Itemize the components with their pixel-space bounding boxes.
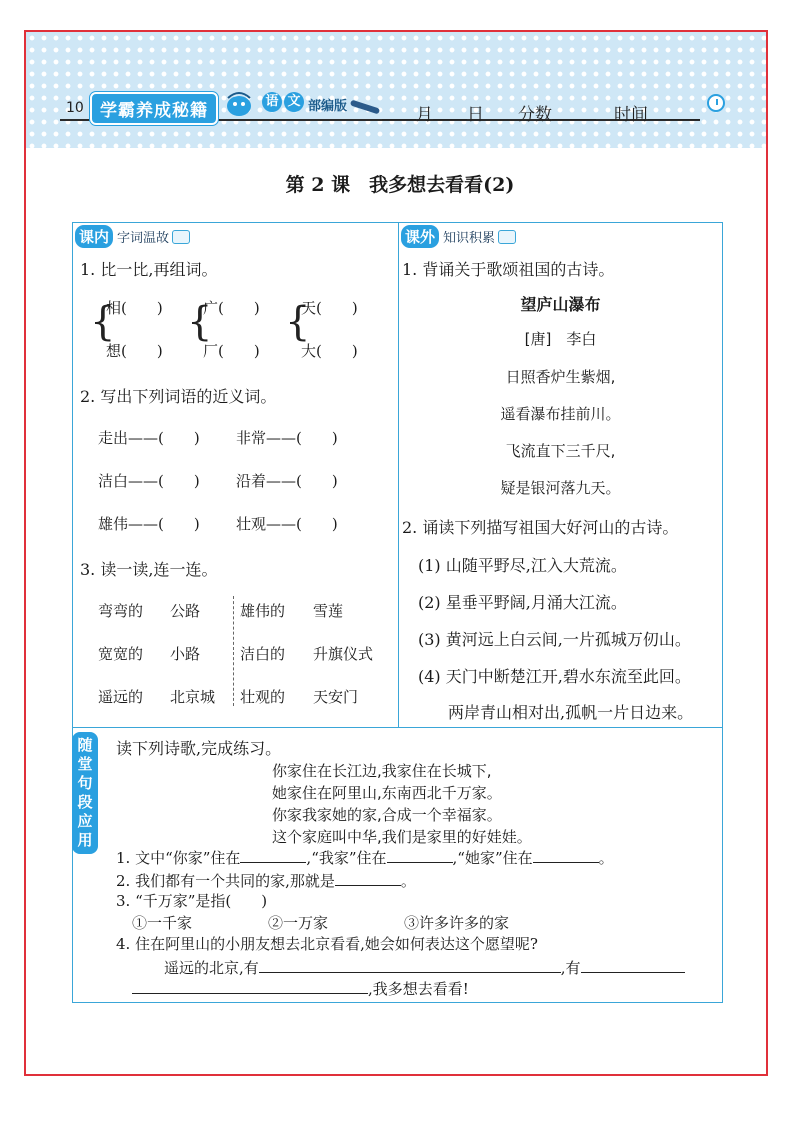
compare-word[interactable]: 广( ): [203, 299, 260, 317]
answer-blank[interactable]: [335, 869, 401, 886]
edition-label: 部编版: [308, 99, 348, 114]
match-word[interactable]: 洁白的: [240, 645, 286, 663]
answer-blank[interactable]: [387, 846, 453, 863]
synonym-item[interactable]: 雄伟——( ): [98, 515, 200, 533]
children-poem-line: 你家住在长江边,我家住在长城下,: [272, 762, 492, 780]
lesson-title: 第 2 课 我多想去看看(2): [285, 174, 515, 196]
verse-item: (4) 天门中断楚江开,碧水东流至此回。: [418, 667, 691, 686]
q1-label: 1. 比一比,再组词。: [80, 260, 218, 279]
children-poem-line: 你家我家她的家,合成一个幸福家。: [272, 806, 502, 824]
q1-text-a: 1. 文中“你家”住在: [116, 849, 241, 867]
verse-item: (2) 星垂平野阔,月涌大江流。: [418, 593, 627, 612]
tag-pill: 课外: [401, 225, 439, 248]
tag-char: 用: [77, 831, 93, 849]
compare-word[interactable]: 相( ): [106, 299, 163, 317]
tag-char: 堂: [77, 755, 93, 773]
brace-icon: {: [90, 299, 116, 345]
subject-char: 语: [262, 92, 282, 112]
match-word[interactable]: 升旗仪式: [313, 645, 374, 663]
tag-char: 句: [77, 774, 93, 792]
poem-line: 飞流直下三千尺,: [505, 442, 616, 460]
tag-char: 段: [77, 793, 93, 811]
answer-blank[interactable]: [533, 846, 599, 863]
match-word[interactable]: 壮观的: [240, 688, 286, 706]
practice-q1: [116, 846, 614, 868]
mascot-icon: [222, 88, 256, 118]
match-word[interactable]: 遥远的: [98, 688, 144, 706]
match-word[interactable]: 宽宽的: [98, 645, 144, 663]
section-extra-tag: [401, 225, 516, 248]
q4-text-c: ,我多想去看看!: [368, 980, 469, 998]
option-2[interactable]: ②一万家: [268, 914, 329, 932]
score-field: [518, 100, 596, 125]
synonym-item[interactable]: 洁白——( ): [98, 472, 200, 490]
clock-icon: [707, 94, 725, 112]
poem-line: 疑是银河落九天。: [500, 479, 621, 497]
tag-char: 随: [77, 736, 93, 754]
q2-text-a: 2. 我们都有一个共同的家,那就是: [116, 872, 335, 890]
header-band: [26, 32, 766, 148]
day-label: 日: [467, 105, 484, 125]
book-icon: [498, 230, 516, 244]
month-label: 月: [416, 105, 433, 125]
synonym-item[interactable]: 壮观——( ): [236, 515, 338, 533]
practice-q2: [116, 869, 416, 891]
match-word[interactable]: 小路: [170, 645, 201, 663]
synonym-item[interactable]: 非常——( ): [236, 429, 338, 447]
practice-intro: 读下列诗歌,完成练习。: [116, 739, 282, 758]
q4-line2: [132, 977, 469, 999]
tag-subtitle: 知识积累: [443, 231, 496, 246]
verse-item: 两岸青山相对出,孤帆一片日边来。: [448, 703, 694, 722]
brand-logo: 学霸养成秘籍: [90, 92, 218, 125]
answer-blank[interactable]: [240, 846, 306, 863]
q1-text-d: 。: [598, 849, 614, 867]
r-q2-label: 2. 诵读下列描写祖国大好河山的古诗。: [402, 518, 679, 537]
time-field: [614, 100, 700, 125]
verse-item: (1) 山随平野尽,江入大荒流。: [418, 556, 627, 575]
q2-label: 2. 写出下列词语的近义词。: [80, 387, 277, 406]
section-practice-tag: [72, 732, 98, 854]
practice-q4: 4. 住在阿里山的小朋友想去北京看看,她会如何表达这个愿望呢?: [116, 935, 538, 953]
answer-blank[interactable]: [132, 977, 368, 994]
poem-line: 遥看瀑布挂前川。: [500, 405, 621, 423]
date-field: [382, 100, 484, 125]
q1-text-b: ,“我家”住在: [306, 849, 387, 867]
compare-word[interactable]: 想( ): [106, 342, 163, 360]
option-1[interactable]: ①一千家: [132, 914, 193, 932]
tag-pill: 课内: [75, 225, 113, 248]
q3-label: 3. 读一读,连一连。: [80, 560, 218, 579]
compare-word[interactable]: 大( ): [301, 342, 358, 360]
synonym-item[interactable]: 沿着——( ): [236, 472, 338, 490]
score-label: 分数: [518, 105, 552, 125]
subject-char: 文: [284, 92, 304, 112]
children-poem-line: 这个家庭叫中华,我们是家里的好娃娃。: [272, 828, 532, 846]
q4-text-b: ,有: [560, 959, 581, 977]
page-number: 10: [66, 100, 84, 116]
r-q1-label: 1. 背诵关于歌颂祖国的古诗。: [402, 260, 615, 279]
compare-word[interactable]: 天( ): [301, 299, 358, 317]
day-blank[interactable]: [433, 103, 467, 120]
match-word[interactable]: 公路: [170, 602, 201, 620]
score-blank[interactable]: [552, 103, 596, 120]
practice-q3: 3. “千万家”是指( ): [116, 892, 268, 910]
verse-item: (3) 黄河远上白云间,一片孤城万仞山。: [418, 630, 691, 649]
answer-blank[interactable]: [259, 956, 561, 973]
compare-word[interactable]: 厂( ): [203, 342, 260, 360]
answer-blank[interactable]: [581, 956, 685, 973]
q2-text-b: 。: [400, 872, 416, 890]
section-in-class-tag: [75, 225, 190, 248]
match-word[interactable]: 雄伟的: [240, 602, 286, 620]
match-word[interactable]: 雪莲: [313, 602, 344, 620]
book-icon: [172, 230, 190, 244]
option-3[interactable]: ③许多许多的家: [404, 914, 510, 932]
time-label: 时间: [614, 105, 648, 125]
q1-text-c: ,“她家”住在: [452, 849, 533, 867]
time-blank[interactable]: [648, 103, 700, 120]
poem-line: 日照香炉生紫烟,: [505, 368, 616, 386]
poem-title: 望庐山瀑布: [520, 295, 601, 314]
brace-icon: {: [285, 299, 311, 345]
match-word[interactable]: 北京城: [170, 688, 216, 706]
match-word[interactable]: 天安门: [313, 688, 359, 706]
subject-badge: [262, 92, 304, 112]
match-divider: [233, 596, 234, 706]
synonym-item[interactable]: 走出——( ): [98, 429, 200, 447]
tag-char: 应: [77, 812, 93, 830]
poem-author: [唐] 李白: [524, 330, 597, 348]
q4-line1: [164, 956, 685, 978]
tag-subtitle: 字词温故: [117, 231, 170, 246]
match-word[interactable]: 弯弯的: [98, 602, 144, 620]
children-poem-line: 她家住在阿里山,东南西北千万家。: [272, 784, 502, 802]
brace-icon: {: [187, 299, 213, 345]
month-blank[interactable]: [382, 103, 416, 120]
q4-text-a: 遥远的北京,有: [164, 959, 259, 977]
